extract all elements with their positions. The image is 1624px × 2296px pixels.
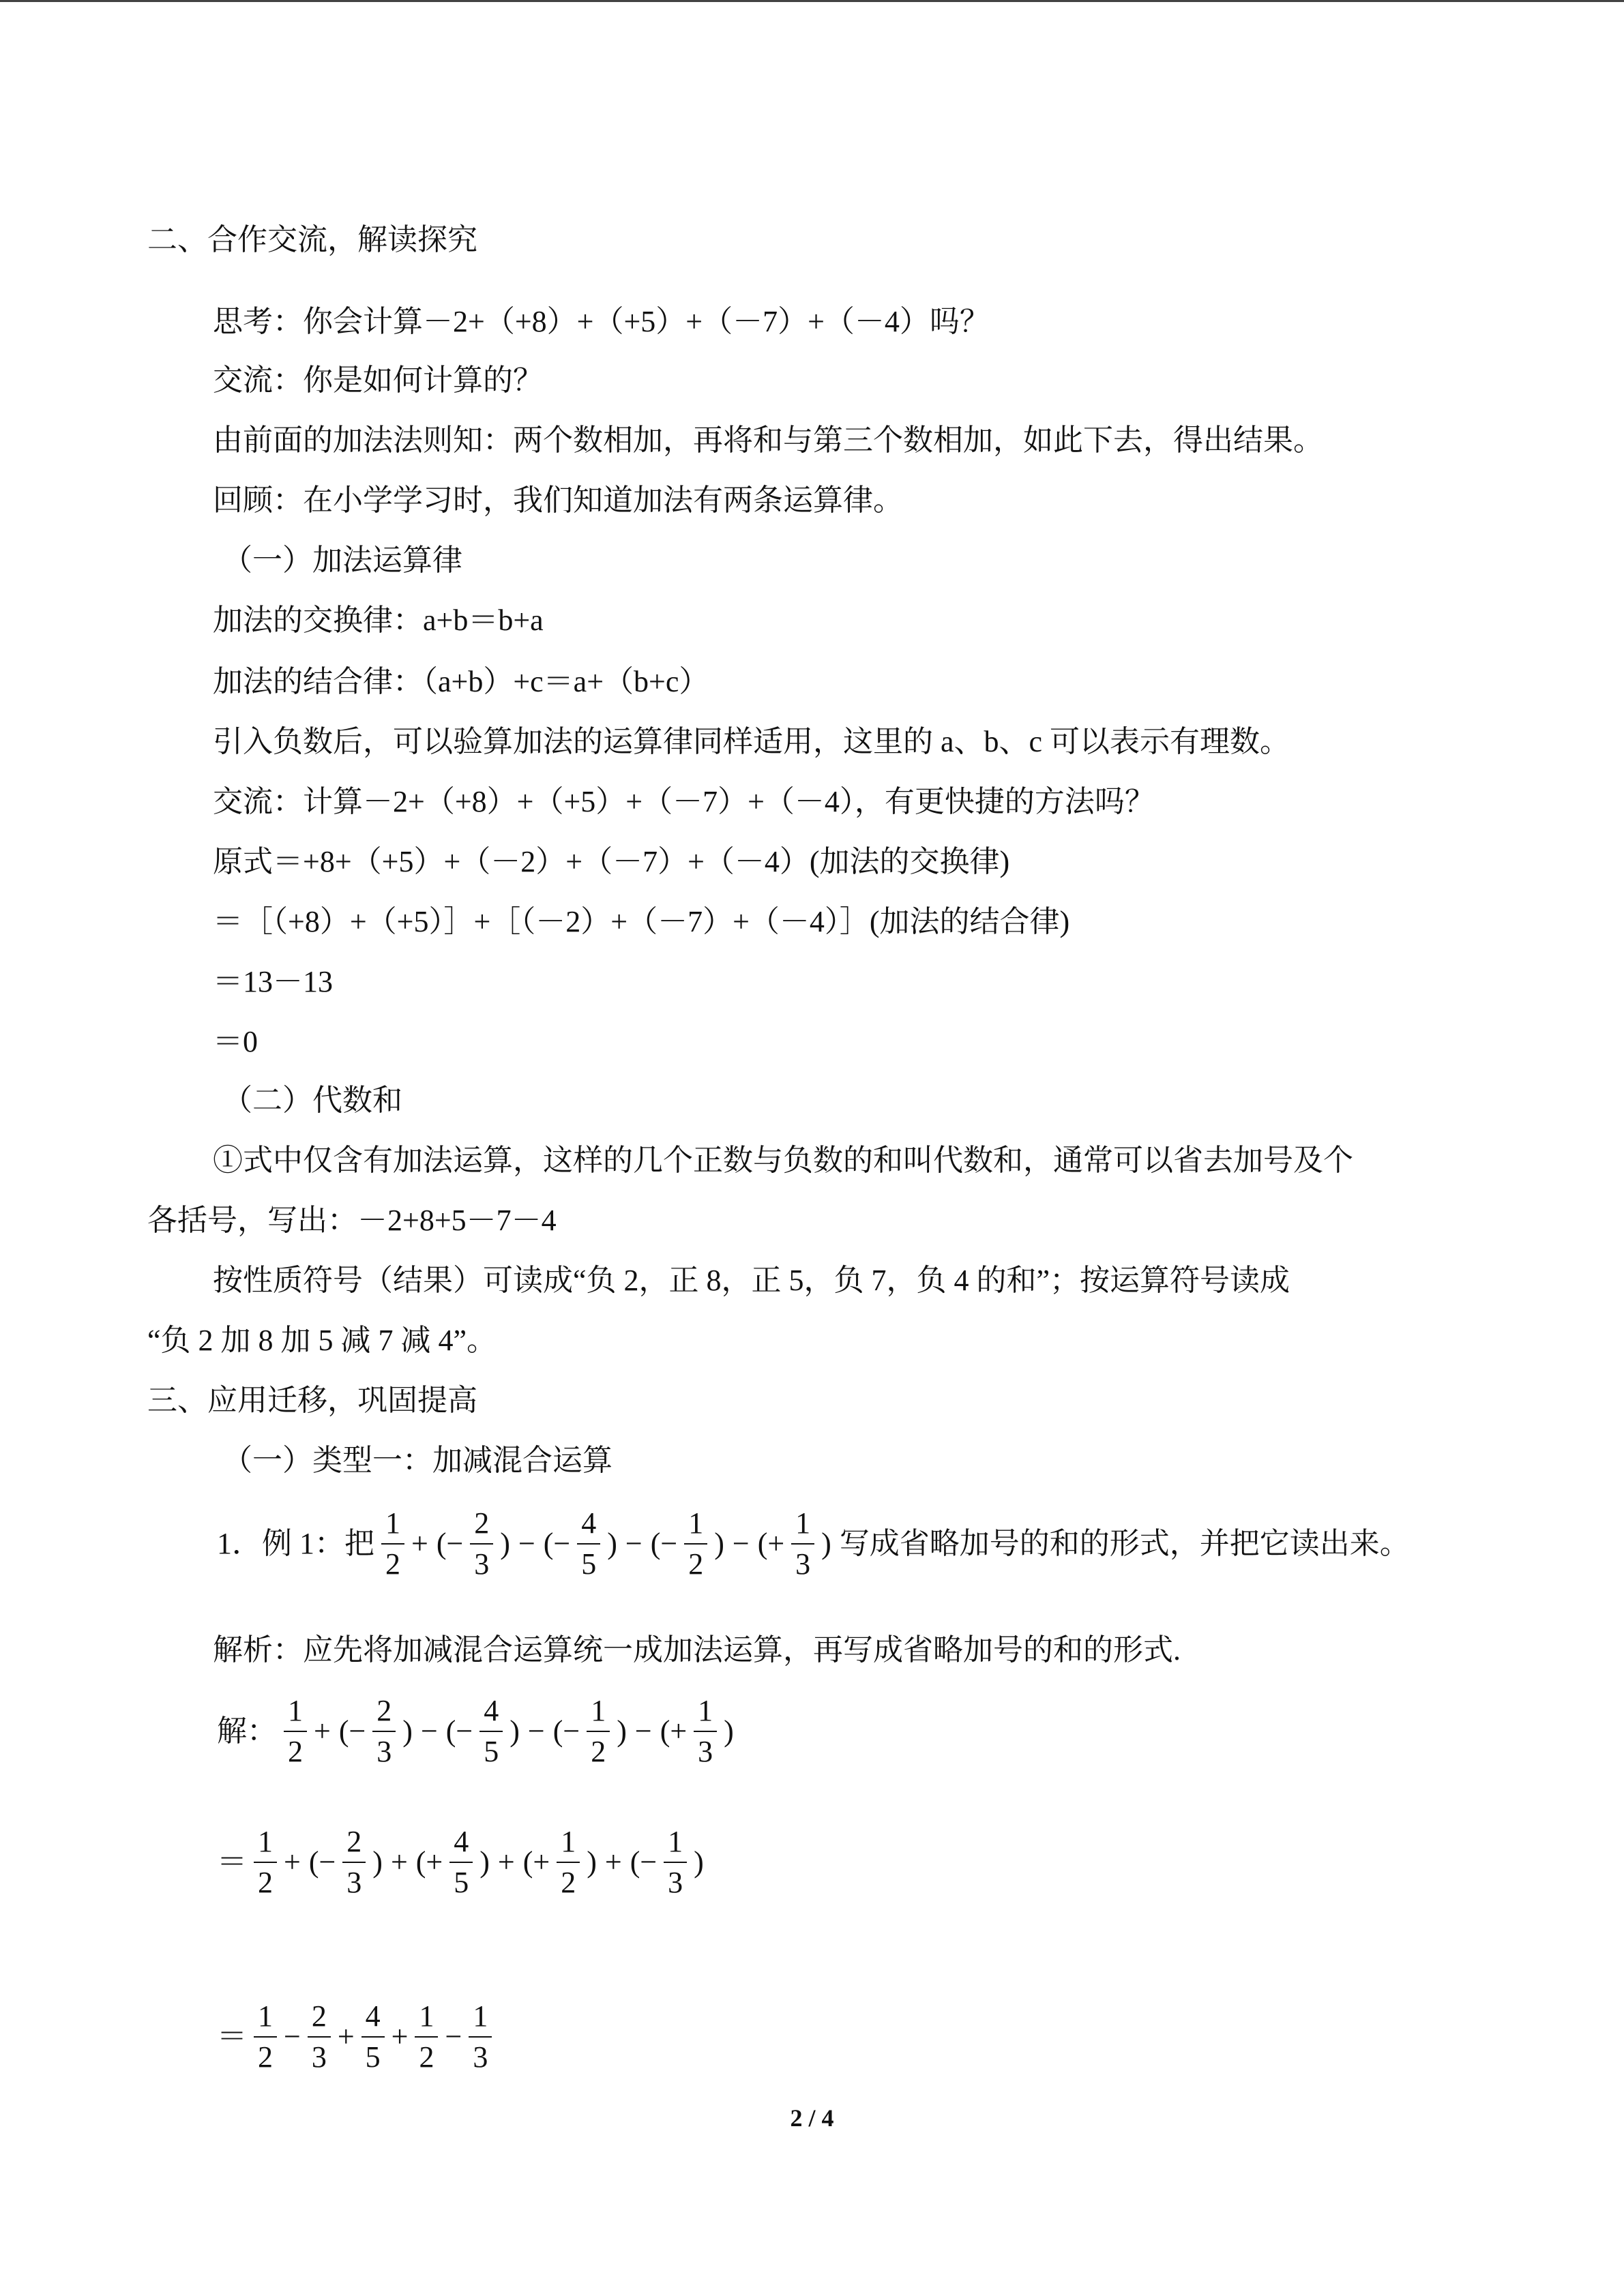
- solution-line-3: ＝ $\frac{1}{2}$ − $\frac{2}{3}$ + $\frac{4}{5}$ + $\frac{1}{2}$ − $\frac{1}{3}$: [213, 1997, 494, 2077]
- text-line: “负 2 加 8 加 5 减 7 减 4”。: [147, 1324, 497, 1357]
- text-line: 原式＝+8+（+5）+（－2）+（－7）+（－4）(加法的交换律): [213, 845, 1010, 878]
- text-line: 交流：你是如何计算的？: [213, 363, 543, 397]
- text-line: 加法的结合律：（a+b）+c＝a+（b+c）: [213, 665, 709, 698]
- text-line: 交流：计算－2+（+8）+（+5）+（－7）+（－4），有更快捷的方法吗？: [213, 785, 1155, 818]
- fraction: $\frac{1}{2}$: [557, 1822, 580, 1903]
- text-line: 由前面的加法法则知：两个数相加，再将和与第三个数相加，如此下去，得出结果。: [213, 423, 1323, 457]
- fraction: $\frac{1}{2}$: [415, 1997, 438, 2077]
- fraction: $\frac{1}{3}$: [694, 1691, 717, 1772]
- example-prefix: 1．例 1：把: [217, 1527, 374, 1560]
- fraction: $\frac{2}{3}$: [372, 1691, 396, 1772]
- fraction: $\frac{4}{5}$: [361, 1997, 385, 2077]
- text-line: 各括号，写出：－2+8+5－7－4: [147, 1204, 557, 1237]
- solution-label: 解：: [217, 1714, 277, 1748]
- fraction: $\frac{1}{2}$: [587, 1691, 610, 1772]
- subheading: （一）类型一：加减混合运算: [222, 1444, 612, 1477]
- fraction: $\frac{4}{5}$: [577, 1504, 600, 1584]
- text-line: 引入负数后，可以验算加法的运算律同样适用，这里的 a、b、c 可以表示有理数。: [213, 725, 1290, 758]
- text-line: 思考：你会计算－2+（+8）+（+5）+（－7）+（－4）吗？: [213, 305, 990, 338]
- analysis: 解析：应先将加减混合运算统一成加法运算，再写成省略加号的和的形式.: [213, 1633, 1181, 1667]
- example-1: 1．例 1：把 $\frac{1}{2}$ + (− $\frac{2}{3}$ ) − (− $\frac{4}{5}$ ) − (− $\frac{1}{2}$ ) − (+ $\frac{1}{3}$ ) 写成省略加号的和的形式，并把它读出来。: [213, 1504, 1414, 1584]
- fraction: $\frac{1}{2}$: [381, 1504, 404, 1584]
- fraction: $\frac{1}{3}$: [664, 1822, 687, 1903]
- fraction: $\frac{4}{5}$: [479, 1691, 503, 1772]
- fraction: $\frac{1}{2}$: [284, 1691, 307, 1772]
- fraction: $\frac{1}{2}$: [254, 1997, 277, 2077]
- subheading: （二）代数和: [222, 1084, 402, 1117]
- fraction: $\frac{2}{3}$: [470, 1504, 493, 1584]
- fraction: $\frac{2}{3}$: [342, 1822, 366, 1903]
- text-line: 按性质符号（结果）可读成“负 2，正 8，正 5，负 7，负 4 的和”；按运算符号读成: [213, 1264, 1290, 1297]
- section-heading-2: 二、合作交流，解读探究: [147, 223, 477, 256]
- fraction: $\frac{1}{3}$: [791, 1504, 814, 1584]
- fraction: $\frac{1}{2}$: [684, 1504, 707, 1584]
- page-number: 2 / 4: [790, 2104, 834, 2132]
- fraction: $\frac{1}{2}$: [254, 1822, 277, 1903]
- fraction: $\frac{1}{3}$: [469, 1997, 492, 2077]
- solution-line-1: 解： $\frac{1}{2}$ + (− $\frac{2}{3}$ ) − (− $\frac{4}{5}$ ) − (− $\frac{1}{2}$ ) − (+ $\frac{1}{3}$ ): [213, 1691, 738, 1772]
- text-line: ＝13－13: [213, 965, 333, 998]
- fraction: $\frac{2}{3}$: [308, 1997, 331, 2077]
- text-line: ＝［（+8）+（+5）］+［（－2）+（－7）+（－4）］(加法的结合律): [213, 905, 1070, 938]
- text-line: ①式中仅含有加法运算，这样的几个正数与负数的和叫代数和，通常可以省去加号及个: [213, 1144, 1353, 1177]
- solution-line-2: ＝ $\frac{1}{2}$ + (− $\frac{2}{3}$ ) + (+ $\frac{4}{5}$ ) + (+ $\frac{1}{2}$ ) + (− $\frac{1}{3}$ ): [213, 1822, 708, 1903]
- section-heading-3: 三、应用迁移，巩固提高: [147, 1384, 477, 1417]
- fraction: $\frac{4}{5}$: [449, 1822, 473, 1903]
- example-suffix: 写成省略加号的和的形式，并把它读出来。: [839, 1527, 1410, 1560]
- text-line: 回顾：在小学学习时，我们知道加法有两条运算律。: [213, 483, 903, 517]
- text-line: ＝0: [213, 1025, 258, 1058]
- subheading: （一）加法运算律: [222, 543, 462, 577]
- text-line: 加法的交换律：a+b＝b+a: [213, 603, 544, 637]
- top-border: [0, 0, 1624, 2]
